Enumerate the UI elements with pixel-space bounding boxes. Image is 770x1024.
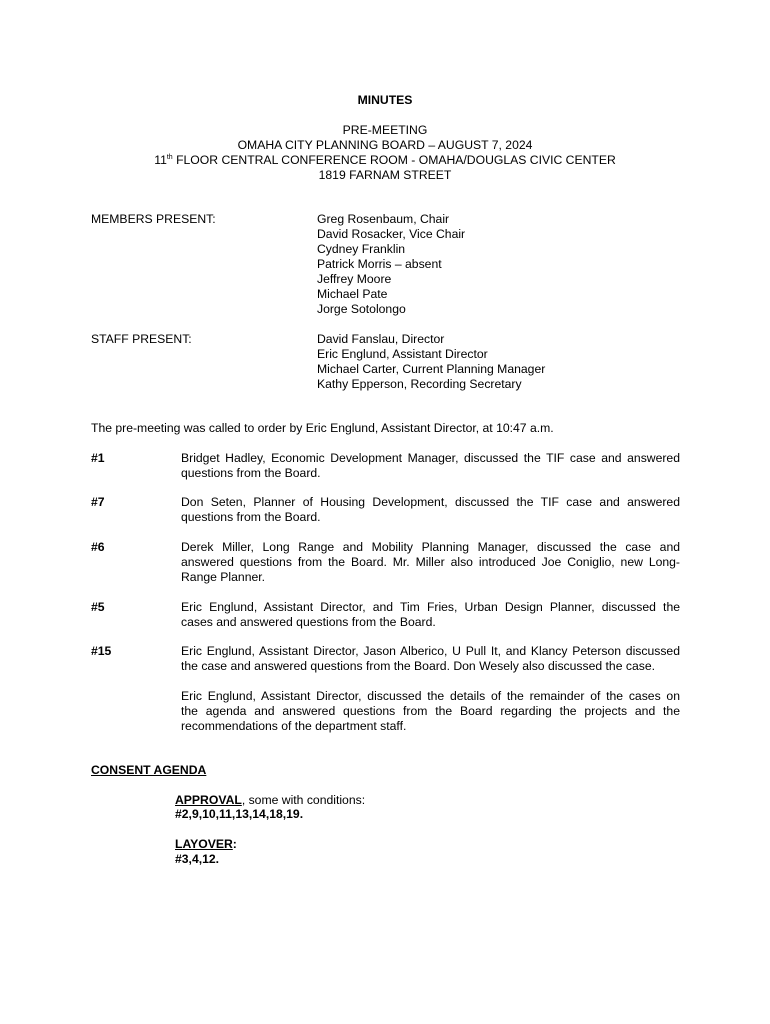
approval-label: APPROVAL <box>175 793 242 807</box>
staff-present-label: STAFF PRESENT: <box>91 332 192 346</box>
staff-name: Kathy Epperson, Recording Secretary <box>317 377 522 391</box>
item-line: Bridget Hadley, Economic Development Manager, discussed the TIF case and answered <box>181 451 680 465</box>
item-number: #7 <box>91 495 105 509</box>
board-date-line: OMAHA CITY PLANNING BOARD – AUGUST 7, 2024 <box>237 138 533 152</box>
staff-name: Michael Carter, Current Planning Manager <box>317 362 546 376</box>
member-name: Cydney Franklin <box>317 242 406 256</box>
approval-suffix: , some with conditions: <box>241 793 366 807</box>
address-line: 1819 FARNAM STREET <box>318 168 452 182</box>
item-line: the case and answered questions from the Board. Don Wesely also discussed the case. <box>181 659 655 673</box>
members-list <box>317 212 465 317</box>
staff-list <box>317 332 545 392</box>
location-text: FLOOR CENTRAL CONFERENCE ROOM - OMAHA/DOUGLAS CIVIC CENTER <box>172 153 616 167</box>
item-line: answered questions from the Board. Mr. Miller also introduced Joe Coniglio, new Long- <box>181 555 680 569</box>
remainder-paragraph <box>181 689 680 734</box>
layover-label: LAYOVER <box>175 837 233 851</box>
item-line: cases and answered questions from the Board. <box>181 615 436 629</box>
item-text <box>181 600 680 630</box>
call-to-order: The pre-meeting was called to order by Eric Englund, Assistant Director, at 10:47 a.m. <box>91 421 554 435</box>
layover-cases: #3,4,12. <box>175 852 220 866</box>
item-number: #6 <box>91 540 105 554</box>
item-text <box>181 540 680 585</box>
item-line: Don Seten, Planner of Housing Development, discussed the TIF case and answered <box>181 495 680 509</box>
staff-name: David Fanslau, Director <box>317 332 445 346</box>
meeting-type: PRE-MEETING <box>342 123 428 137</box>
members-present-label: MEMBERS PRESENT: <box>91 212 216 226</box>
floor-number: 11 <box>154 153 167 167</box>
member-name: Michael Pate <box>317 287 388 301</box>
document-title: MINUTES <box>357 93 413 107</box>
item-number: #1 <box>91 451 105 465</box>
approval-cases: #2,9,10,11,13,14,18,19. <box>175 807 304 821</box>
member-name: Jorge Sotolongo <box>317 302 406 316</box>
layover-line <box>175 837 237 852</box>
member-name: Patrick Morris – absent <box>317 257 442 271</box>
member-name: David Rosacker, Vice Chair <box>317 227 466 241</box>
approval-line <box>175 793 365 808</box>
member-name: Greg Rosenbaum, Chair <box>317 212 450 226</box>
floor-suffix: th <box>166 153 173 161</box>
item-number: #5 <box>91 600 105 614</box>
item-line: Eric Englund, Assistant Director, Jason Alberico, U Pull It, and Klancy Peterson discussed <box>181 644 680 658</box>
item-text <box>181 495 680 525</box>
item-line: Eric Englund, Assistant Director, and Tim Fries, Urban Design Planner, discussed the <box>181 600 680 614</box>
item-text <box>181 451 680 481</box>
item-line: Range Planner. <box>181 570 266 584</box>
item-text <box>181 644 680 674</box>
remainder-line: recommendations of the department staff. <box>181 719 407 733</box>
remainder-line: the agenda and answered questions from the Board regarding the projects and the <box>181 704 680 718</box>
consent-agenda-heading: CONSENT AGENDA <box>91 763 207 777</box>
member-name: Jeffrey Moore <box>317 272 392 286</box>
item-line: Derek Miller, Long Range and Mobility Planning Manager, discussed the case and <box>181 540 680 554</box>
item-number: #15 <box>91 644 112 658</box>
staff-name: Eric Englund, Assistant Director <box>317 347 488 361</box>
item-line: questions from the Board. <box>181 466 321 480</box>
item-line: questions from the Board. <box>181 510 321 524</box>
location-line <box>0 153 770 168</box>
layover-colon: : <box>232 837 237 851</box>
remainder-line: Eric Englund, Assistant Director, discussed the details of the remainder of the cases on <box>181 689 680 703</box>
